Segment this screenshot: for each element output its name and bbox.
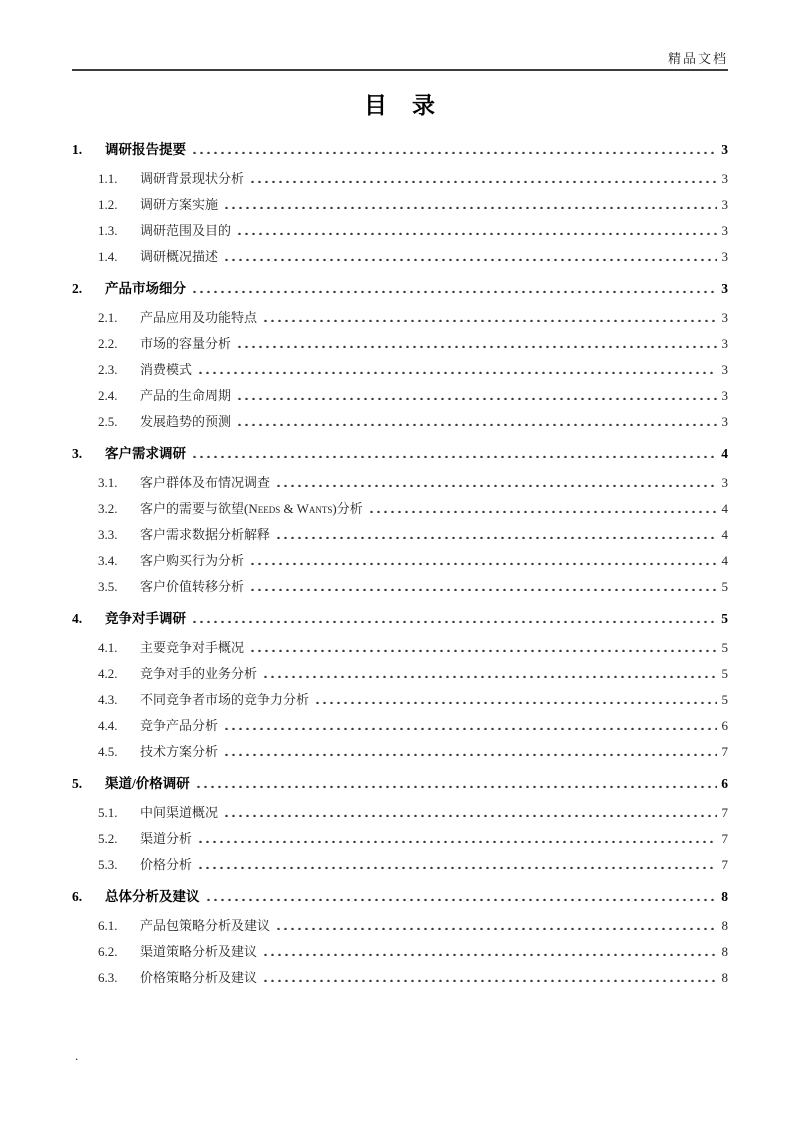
toc-entry-number: 4.3. xyxy=(98,692,118,707)
toc-entry-page-number: 3 xyxy=(721,281,728,296)
toc-entry-page-number: 3 xyxy=(721,336,728,351)
toc-entry-number: 5.2. xyxy=(98,831,118,846)
toc-entry-label: 中间渠道概况 xyxy=(140,805,219,820)
toc-entry-label: 主要竞争对手概况 xyxy=(140,640,245,655)
toc-entry-number: 2. xyxy=(72,281,83,296)
dot-leader xyxy=(223,257,717,261)
toc-entry[interactable] xyxy=(72,305,728,331)
toc-entry-number: 1.1. xyxy=(98,171,118,186)
toc-entry-page-number: 5 xyxy=(721,692,728,707)
toc-entry[interactable] xyxy=(72,192,728,218)
toc-entry[interactable] xyxy=(72,852,728,878)
toc-entry-number: 1.4. xyxy=(98,249,118,264)
toc-entry-label: 客户的需要与欲望(Needs & Wants)分析 xyxy=(140,501,363,516)
toc-entry-label: 总体分析及建议 xyxy=(105,889,200,904)
dot-leader xyxy=(191,454,717,458)
toc-entry-label: 调研背景现状分析 xyxy=(140,171,245,186)
toc-entry-page-number: 7 xyxy=(721,857,728,872)
toc-entry-page-number: 3 xyxy=(721,142,728,157)
toc-entry-label: 调研概况描述 xyxy=(140,249,219,264)
toc-entry-page-number: 7 xyxy=(721,831,728,846)
toc-entry[interactable] xyxy=(72,383,728,409)
toc-entry-page-number: 3 xyxy=(721,388,728,403)
dot-leader xyxy=(236,396,717,400)
dot-leader xyxy=(249,648,717,652)
toc-entry[interactable] xyxy=(72,800,728,826)
toc-entry-label: 不同竞争者市场的竞争力分析 xyxy=(140,692,310,707)
dot-leader xyxy=(197,865,717,869)
dot-leader xyxy=(223,205,717,209)
dot-leader xyxy=(275,926,717,930)
toc-title: 目 录 xyxy=(364,93,436,118)
toc-entry-label: 产品应用及功能特点 xyxy=(140,310,258,325)
toc-entry-number: 3.3. xyxy=(98,527,118,542)
toc-entry-label: 渠道/价格调研 xyxy=(105,776,190,791)
dot-leader xyxy=(223,813,717,817)
toc-entry[interactable] xyxy=(72,496,728,522)
toc-entry[interactable] xyxy=(72,771,728,797)
toc-entry-page-number: 5 xyxy=(721,579,728,594)
toc-entry-number: 2.2. xyxy=(98,336,118,351)
toc-entry[interactable] xyxy=(72,409,728,435)
toc-entry-page-number: 4 xyxy=(721,446,728,461)
toc-entry[interactable] xyxy=(72,470,728,496)
toc-entry-number: 6.1. xyxy=(98,918,118,933)
toc-entry-page-number: 8 xyxy=(721,944,728,959)
toc-entry-page-number: 3 xyxy=(721,475,728,490)
toc-entry[interactable] xyxy=(72,137,728,163)
toc-entry-label: 客户需求调研 xyxy=(105,446,186,461)
dot-leader xyxy=(262,674,717,678)
toc-entry-label: 竞争对手调研 xyxy=(105,611,186,626)
toc-entry[interactable] xyxy=(72,218,728,244)
toc-entry-page-number: 3 xyxy=(721,171,728,186)
toc-entry[interactable] xyxy=(72,635,728,661)
toc-entry-page-number: 4 xyxy=(721,527,728,542)
toc-entry[interactable] xyxy=(72,244,728,270)
toc-list xyxy=(72,137,728,991)
toc-entry-number: 3. xyxy=(72,446,83,461)
dot-leader xyxy=(223,726,717,730)
dot-leader xyxy=(197,839,717,843)
toc-entry[interactable] xyxy=(72,913,728,939)
toc-entry-label: 客户需求数据分析解释 xyxy=(140,527,271,542)
toc-entry-page-number: 8 xyxy=(721,889,728,904)
toc-entry-number: 3.5. xyxy=(98,579,118,594)
header-watermark: 精品文档 xyxy=(667,51,728,66)
toc-entry[interactable] xyxy=(72,939,728,965)
toc-entry[interactable] xyxy=(72,661,728,687)
toc-entry-label: 价格策略分析及建议 xyxy=(140,970,258,985)
toc-entry-label: 产品市场细分 xyxy=(105,281,186,296)
toc-entry-page-number: 3 xyxy=(721,249,728,264)
toc-entry-number: 6.2. xyxy=(98,944,118,959)
dot-leader xyxy=(275,535,717,539)
toc-entry-label: 调研方案实施 xyxy=(140,197,219,212)
toc-entry-label: 渠道分析 xyxy=(140,831,193,846)
dot-leader xyxy=(195,784,717,788)
toc-entry-label: 发展趋势的预测 xyxy=(140,414,232,429)
toc-entry-label: 渠道策略分析及建议 xyxy=(140,944,258,959)
header-rule xyxy=(72,69,728,71)
toc-entry-page-number: 3 xyxy=(721,414,728,429)
toc-entry-number: 2.3. xyxy=(98,362,118,377)
toc-entry[interactable] xyxy=(72,548,728,574)
toc-entry-number: 1.2. xyxy=(98,197,118,212)
toc-entry-number: 4.2. xyxy=(98,666,118,681)
toc-entry-page-number: 8 xyxy=(721,918,728,933)
dot-leader xyxy=(262,952,717,956)
dot-leader xyxy=(249,587,717,591)
toc-entry[interactable] xyxy=(72,574,728,600)
toc-entry-page-number: 4 xyxy=(721,501,728,516)
toc-entry[interactable] xyxy=(72,276,728,302)
toc-entry-number: 6.3. xyxy=(98,970,118,985)
dot-leader xyxy=(314,700,717,704)
toc-entry-label: 消费模式 xyxy=(140,362,193,377)
toc-entry-number: 3.4. xyxy=(98,553,118,568)
toc-entry-label: 价格分析 xyxy=(140,857,193,872)
dot-leader xyxy=(191,289,717,293)
toc-entry-label: 产品的生命周期 xyxy=(140,388,232,403)
dot-leader xyxy=(191,150,717,154)
toc-entry-page-number: 3 xyxy=(721,197,728,212)
dot-leader xyxy=(191,619,717,623)
toc-entry[interactable] xyxy=(72,965,728,991)
toc-entry-number: 6. xyxy=(72,889,83,904)
toc-entry-number: 5.3. xyxy=(98,857,118,872)
toc-entry-label: 客户群体及布情况调查 xyxy=(140,475,271,490)
dot-leader xyxy=(197,370,717,374)
toc-entry-number: 5.1. xyxy=(98,805,118,820)
dot-leader xyxy=(223,752,717,756)
toc-entry-number: 4.4. xyxy=(98,718,118,733)
footer-mark: . xyxy=(75,1048,79,1063)
toc-entry-page-number: 7 xyxy=(721,805,728,820)
toc-entry[interactable] xyxy=(72,522,728,548)
dot-leader xyxy=(262,318,717,322)
toc-entry-number: 3.1. xyxy=(98,475,118,490)
toc-entry-page-number: 8 xyxy=(721,970,728,985)
dot-leader xyxy=(249,561,717,565)
toc-entry-number: 4.5. xyxy=(98,744,118,759)
toc-entry[interactable] xyxy=(72,687,728,713)
toc-entry-label: 产品包策略分析及建议 xyxy=(140,918,271,933)
toc-entry-label: 竞争对手的业务分析 xyxy=(140,666,258,681)
toc-entry-page-number: 6 xyxy=(721,718,728,733)
dot-leader xyxy=(236,422,717,426)
toc-entry-number: 5. xyxy=(72,776,83,791)
dot-leader xyxy=(262,978,717,982)
toc-entry-label: 市场的容量分析 xyxy=(140,336,232,351)
toc-entry-page-number: 6 xyxy=(721,776,728,791)
dot-leader xyxy=(368,509,717,513)
toc-entry-label: 调研报告提要 xyxy=(105,142,186,157)
toc-entry[interactable] xyxy=(72,884,728,910)
toc-entry-label: 调研范围及目的 xyxy=(140,223,232,238)
toc-entry[interactable] xyxy=(72,826,728,852)
toc-entry-label: 客户价值转移分析 xyxy=(140,579,245,594)
dot-leader xyxy=(275,483,717,487)
toc-entry[interactable] xyxy=(72,739,728,765)
dot-leader xyxy=(249,179,717,183)
toc-entry-number: 4.1. xyxy=(98,640,118,655)
toc-entry-page-number: 5 xyxy=(721,666,728,681)
toc-entry-number: 2.4. xyxy=(98,388,118,403)
toc-entry-page-number: 3 xyxy=(721,223,728,238)
toc-entry-label: 客户购买行为分析 xyxy=(140,553,245,568)
toc-entry[interactable] xyxy=(72,166,728,192)
toc-entry-page-number: 3 xyxy=(721,310,728,325)
toc-entry[interactable] xyxy=(72,331,728,357)
toc-entry[interactable] xyxy=(72,606,728,632)
toc-entry-number: 1.3. xyxy=(98,223,118,238)
toc-entry-number: 3.2. xyxy=(98,501,118,516)
toc-entry-page-number: 5 xyxy=(721,640,728,655)
toc-entry-number: 4. xyxy=(72,611,83,626)
toc-entry[interactable] xyxy=(72,441,728,467)
toc-entry[interactable] xyxy=(72,357,728,383)
toc-entry-page-number: 3 xyxy=(721,362,728,377)
toc-entry-page-number: 4 xyxy=(721,553,728,568)
dot-leader xyxy=(236,344,717,348)
page-header xyxy=(72,0,728,71)
toc-entry-label: 竞争产品分析 xyxy=(140,718,219,733)
toc-entry[interactable] xyxy=(72,713,728,739)
toc-entry-number: 1. xyxy=(72,142,83,157)
toc-entry-label: 技术方案分析 xyxy=(140,744,219,759)
toc-entry-page-number: 7 xyxy=(721,744,728,759)
toc-entry-number: 2.1. xyxy=(98,310,118,325)
toc-entry-number: 2.5. xyxy=(98,414,118,429)
dot-leader xyxy=(205,897,718,901)
toc-entry-page-number: 5 xyxy=(721,611,728,626)
dot-leader xyxy=(236,231,717,235)
